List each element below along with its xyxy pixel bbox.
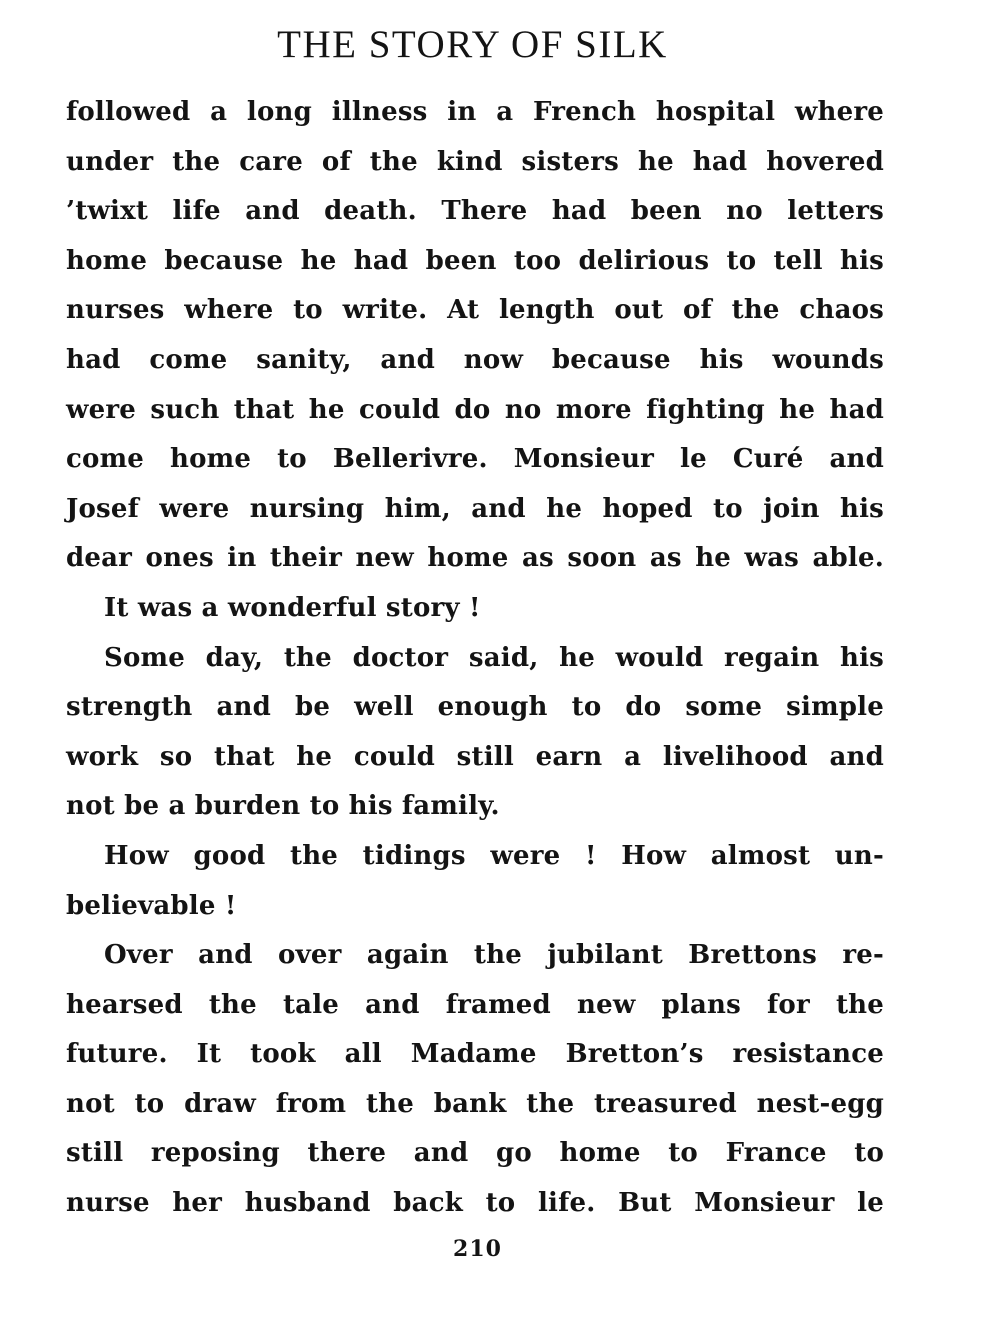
text-line: not be a burden to his family. xyxy=(66,791,500,822)
text-line: It was a wonderful story ! xyxy=(104,592,481,623)
running-title: THE STORY OF SILK xyxy=(277,23,668,66)
text-line: come home to Bellerivre. Monsieur le Curé and xyxy=(66,444,884,475)
text-line: dear ones in their new home as soon as he was able. xyxy=(66,543,884,574)
text-line: followed a long illness in a French hospital where xyxy=(66,97,884,127)
text-line: had come sanity, and now because his wounds xyxy=(66,344,884,375)
text-line: Over and over again the jubilant Brettons re- xyxy=(104,940,884,971)
text-line: How good the tidings were ! How almost un- xyxy=(104,840,884,871)
text-line: not to draw from the bank the treasured nest-egg xyxy=(66,1088,884,1119)
text-line: work so that he could still earn a livelihood and xyxy=(66,741,884,772)
text-line: future. It took all Madame Bretton’s resistance xyxy=(66,1039,884,1070)
text-line: home because he had been too delirious to tell his xyxy=(66,245,884,276)
text-line: nurse her husband back to life. But Monsieur le xyxy=(66,1188,884,1219)
text-line: still reposing there and go home to France to xyxy=(66,1138,884,1169)
text-line: nurses where to write. At length out of the chaos xyxy=(66,295,884,326)
page-number: 210 xyxy=(453,1236,502,1262)
text-line: Josef were nursing him, and he hoped to join his xyxy=(66,493,884,524)
text-line: strength and be well enough to do some simple xyxy=(66,692,884,723)
text-line: were such that he could do no more fighting he had xyxy=(66,394,884,425)
text-line: believable ! xyxy=(66,890,237,921)
text-line: ’twixt life and death. There had been no letters xyxy=(66,196,884,227)
text-line: under the care of the kind sisters he had hovered xyxy=(66,146,884,177)
page-body xyxy=(66,88,884,1229)
text-line: hearsed the tale and framed new plans for the xyxy=(66,989,884,1020)
text-line: Some day, the doctor said, he would regain his xyxy=(104,642,884,673)
